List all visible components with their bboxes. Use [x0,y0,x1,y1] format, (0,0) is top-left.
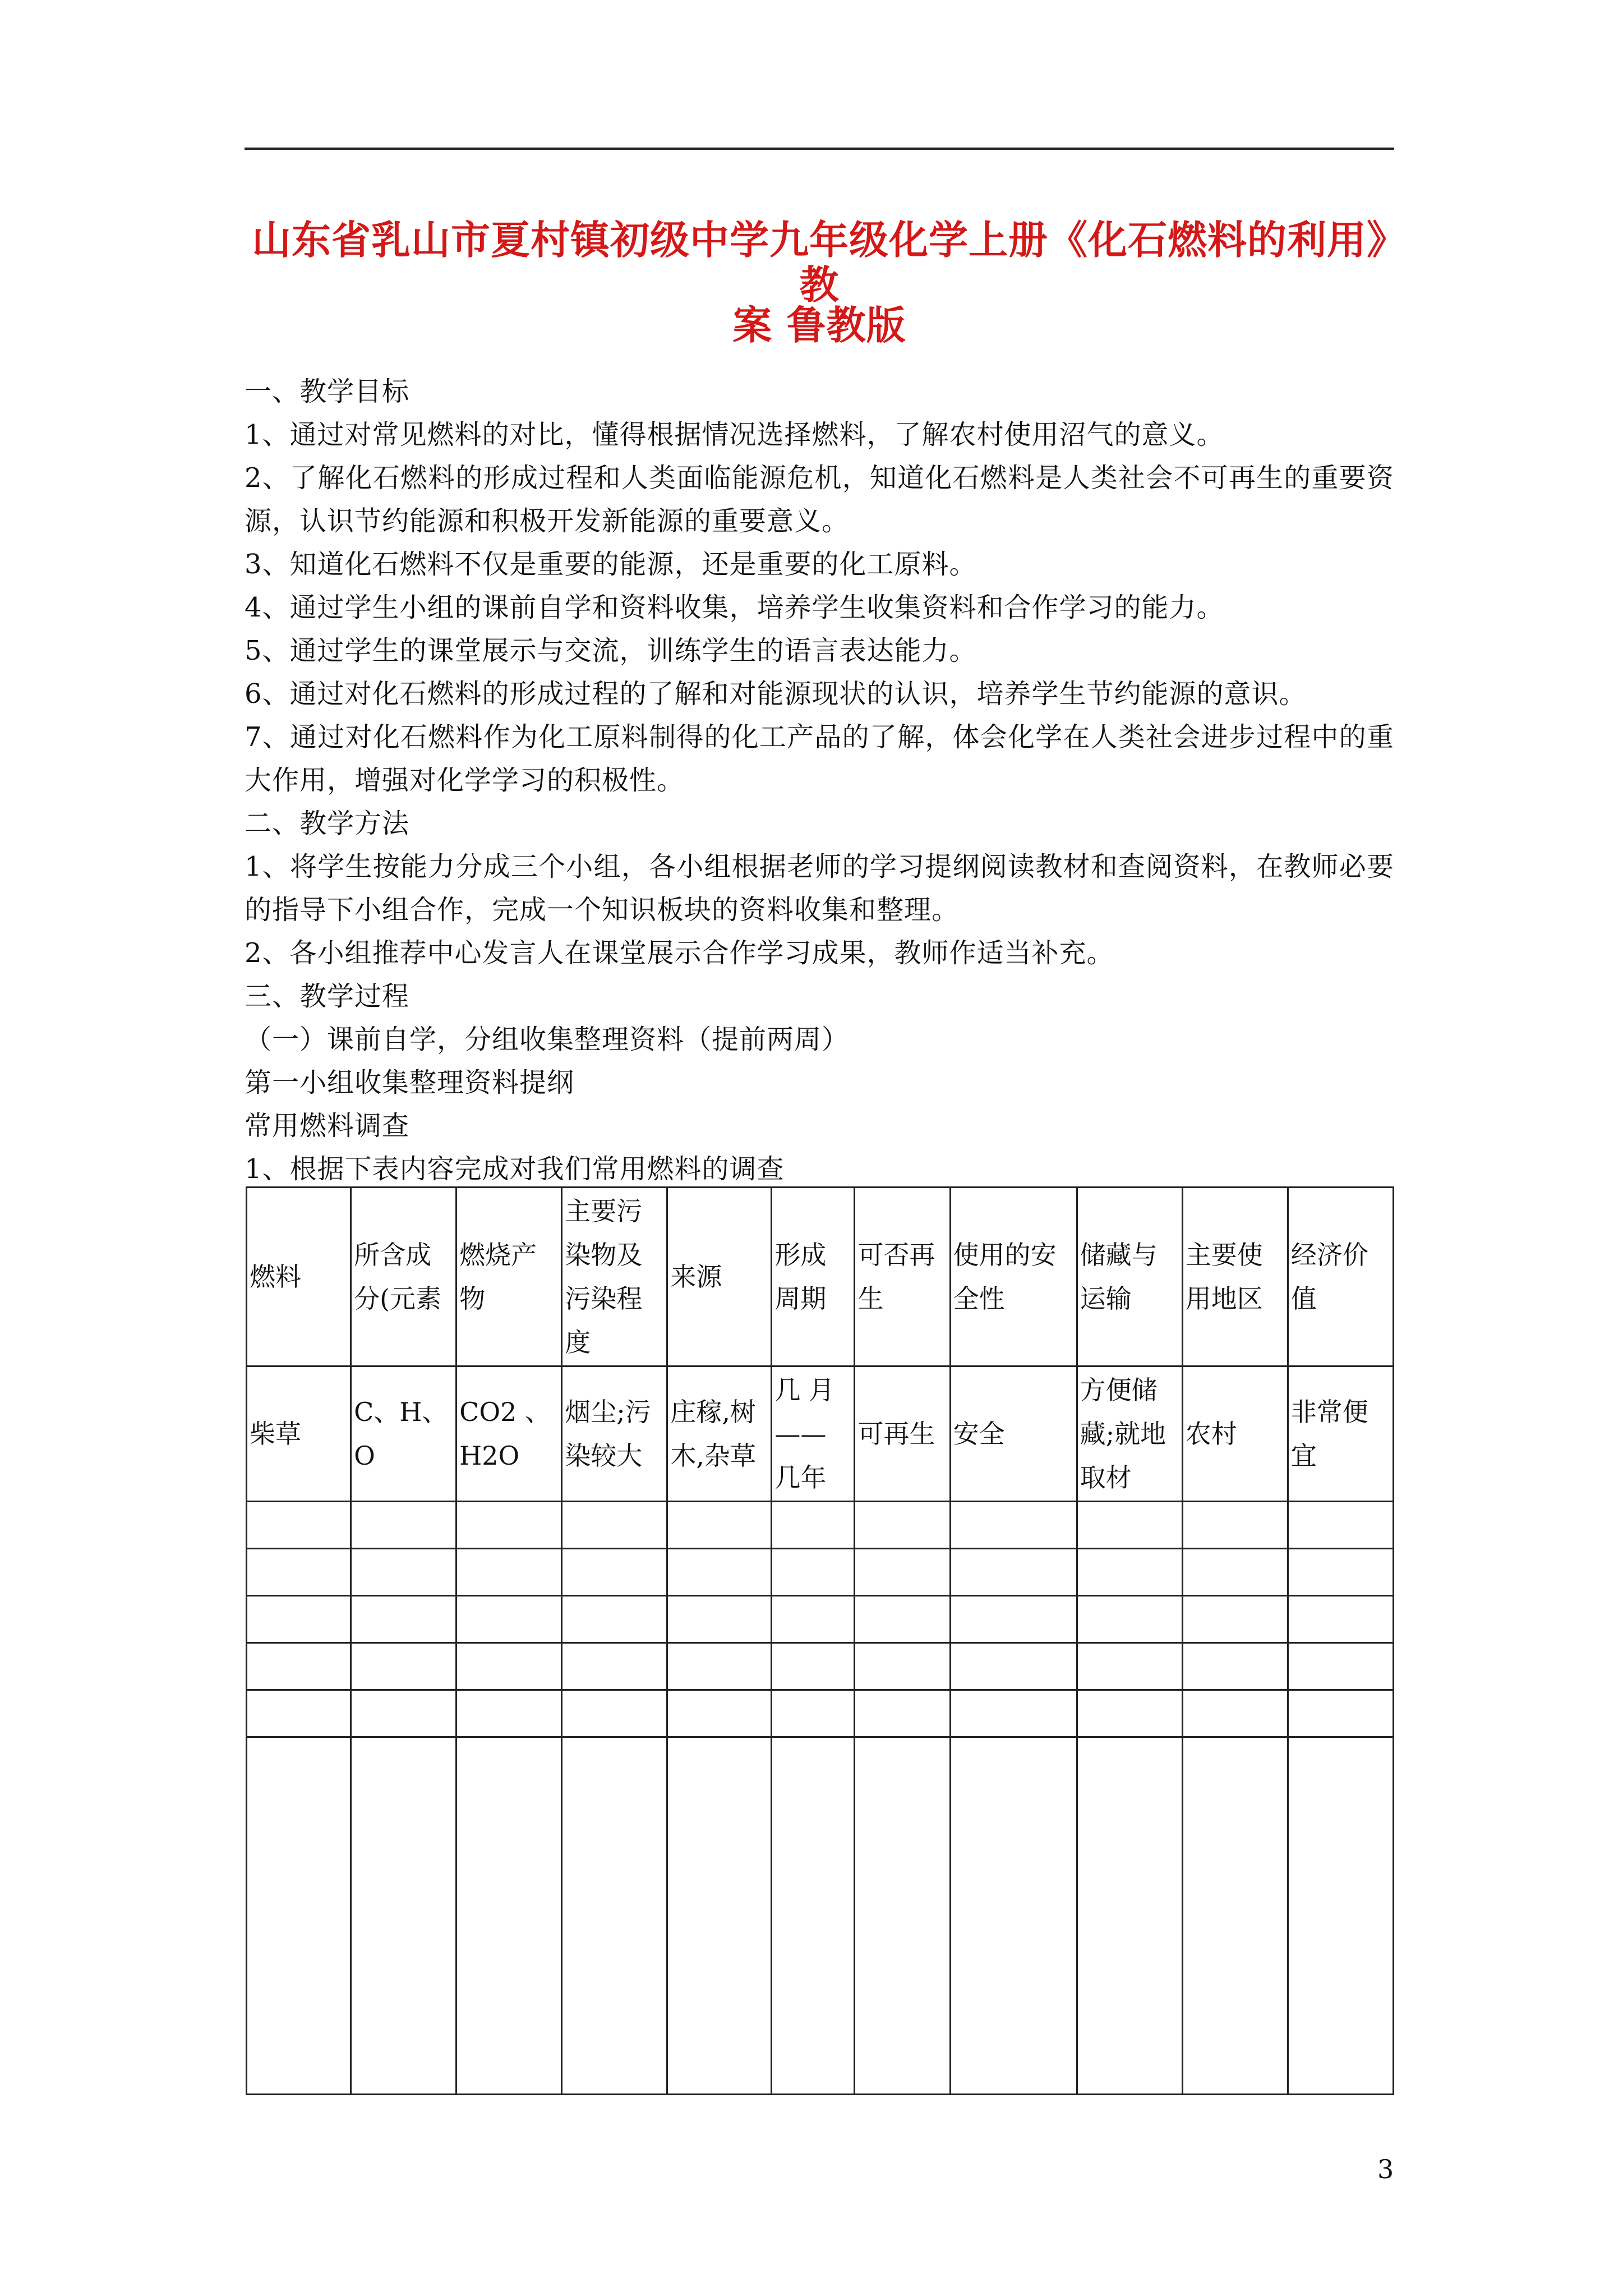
empty-cell [457,1690,562,1737]
empty-cell [855,1502,950,1549]
empty-cell [1077,1643,1182,1690]
empty-cell [457,1643,562,1690]
table-cell: 安全 [950,1366,1077,1502]
empty-cell [247,1690,351,1737]
survey-instruction: 1、根据下表内容完成对我们常用燃料的调查 [245,1153,785,1185]
empty-cell [1288,1502,1393,1549]
empty-cell [667,1502,772,1549]
empty-cell [950,1690,1077,1737]
empty-cell [1077,1549,1182,1596]
empty-cell [562,1643,667,1690]
empty-cell [247,1502,351,1549]
table-cell: C、H、O [351,1366,457,1502]
objective-item: 7、通过对化石燃料作为化工原料制得的化工产品的了解，体会化学在人类社会进步过程中的重大作用，增强对化学学习的积极性。 [245,721,1394,796]
empty-cell [667,1737,772,2095]
method-item: 2、各小组推荐中心发言人在课堂展示合作学习成果，教师作适当补充。 [245,937,1114,969]
method-item: 1、将学生按能力分成三个小组，各小组根据老师的学习提纲阅读教材和查阅资料，在教师必要的指导下小组合作，完成一个知识板块的资料收集和整理。 [245,851,1394,926]
header-cell: 储藏与运输 [1077,1188,1182,1366]
empty-cell [1182,1643,1288,1690]
empty-cell [1077,1737,1182,2095]
empty-cell [351,1596,457,1643]
empty-cell [772,1690,855,1737]
empty-cell [351,1502,457,1549]
empty-cell [351,1549,457,1596]
empty-cell [562,1502,667,1549]
header-cell: 主要使用地区 [1182,1188,1288,1366]
survey-heading: 常用燃料调查 [245,1110,410,1142]
empty-cell [562,1596,667,1643]
empty-cell [351,1737,457,2095]
empty-cell [772,1549,855,1596]
empty-cell [351,1643,457,1690]
table-cell: CO2 、H2O [457,1366,562,1502]
objective-item: 1、通过对常见燃料的对比，懂得根据情况选择燃料，了解农村使用沼气的意义。 [245,419,1224,450]
empty-cell [950,1502,1077,1549]
empty-cell [1182,1690,1288,1737]
empty-cell [1182,1502,1288,1549]
empty-cell [1288,1596,1393,1643]
header-cell: 经济价值 [1288,1188,1393,1366]
header-cell: 来源 [667,1188,772,1366]
table-header-row [247,1188,1394,1366]
empty-cell [1288,1549,1393,1596]
empty-cell [950,1643,1077,1690]
empty-table-row [247,1596,1394,1643]
empty-cell [855,1596,950,1643]
table-cell: 柴草 [247,1366,351,1502]
fuel-survey-table [246,1186,1394,2095]
document-body [245,370,1394,1191]
empty-cell [950,1596,1077,1643]
empty-cell [772,1737,855,2095]
document-title-line-2: 案 鲁教版 [732,302,906,348]
empty-cell [772,1596,855,1643]
empty-cell [457,1549,562,1596]
empty-cell [457,1502,562,1549]
section-heading-methods: 二、教学方法 [245,808,410,839]
page-number: 3 [1377,2154,1394,2184]
empty-cell [772,1643,855,1690]
header-cell: 形成周期 [772,1188,855,1366]
objective-item: 2、了解化石燃料的形成过程和人类面临能源危机，知道化石燃料是人类社会不可再生的重要资源，认识节约能源和积极开发新能源的重要意义。 [245,462,1394,537]
empty-cell [667,1643,772,1690]
empty-cell [950,1737,1077,2095]
empty-cell [562,1737,667,2095]
empty-cell [1077,1596,1182,1643]
empty-cell [1182,1737,1288,2095]
header-cell: 主要污染物及污染程度 [562,1188,667,1366]
empty-cell [457,1596,562,1643]
empty-cell [667,1549,772,1596]
table-cell: 非常便宜 [1288,1366,1393,1502]
empty-cell [1288,1643,1393,1690]
empty-cell [247,1737,351,2095]
empty-table-row [247,1502,1394,1549]
empty-table-row [247,1737,1394,2095]
empty-cell [855,1690,950,1737]
table-cell: 方便储藏;就地取材 [1077,1366,1182,1502]
objective-item: 6、通过对化石燃料的形成过程的了解和对能源现状的认识，培养学生节约能源的意识。 [245,678,1307,710]
empty-cell [667,1596,772,1643]
empty-cell [457,1737,562,2095]
table-cell: 农村 [1182,1366,1288,1502]
objective-item: 5、通过学生的课堂展示与交流，训练学生的语言表达能力。 [245,635,977,666]
empty-cell [247,1596,351,1643]
empty-cell [950,1549,1077,1596]
empty-cell [1288,1690,1393,1737]
table-cell: 可再生 [855,1366,950,1502]
empty-cell [1077,1502,1182,1549]
empty-cell [855,1737,950,2095]
section-heading-objectives: 一、教学目标 [245,376,410,407]
table-cell: 几 月——几年 [772,1366,855,1502]
empty-cell [351,1690,457,1737]
empty-cell [1182,1549,1288,1596]
table-row [247,1366,1394,1502]
empty-cell [247,1643,351,1690]
empty-table-row [247,1643,1394,1690]
empty-cell [855,1549,950,1596]
table-cell: 烟尘;污染较大 [562,1366,667,1502]
document-title-line-1: 山东省乳山市夏村镇初级中学九年级化学上册《化石燃料的利用》教 [252,217,1387,308]
objective-item: 4、通过学生小组的课前自学和资料收集，培养学生收集资料和合作学习的能力。 [245,592,1224,623]
empty-cell [667,1690,772,1737]
empty-table-row [247,1549,1394,1596]
header-rule [245,148,1394,150]
table-cell: 庄稼,树木,杂草 [667,1366,772,1502]
empty-cell [772,1502,855,1549]
header-cell: 燃烧产物 [457,1188,562,1366]
header-cell: 所含成分(元素 [351,1188,457,1366]
empty-cell [1288,1737,1393,2095]
empty-cell [562,1690,667,1737]
empty-cell [855,1643,950,1690]
empty-cell [247,1549,351,1596]
header-cell: 燃料 [247,1188,351,1366]
objective-item: 3、知道化石燃料不仅是重要的能源，还是重要的化工原料。 [245,549,977,580]
empty-table-row [247,1690,1394,1737]
group-outline-heading: 第一小组收集整理资料提纲 [245,1067,575,1098]
empty-cell [1077,1690,1182,1737]
section-heading-process: 三、教学过程 [245,981,410,1012]
process-step: （一）课前自学，分组收集整理资料（提前两周） [245,1024,850,1055]
header-cell: 使用的安全性 [950,1188,1077,1366]
empty-cell [1182,1596,1288,1643]
empty-cell [562,1549,667,1596]
header-cell: 可否再生 [855,1188,950,1366]
